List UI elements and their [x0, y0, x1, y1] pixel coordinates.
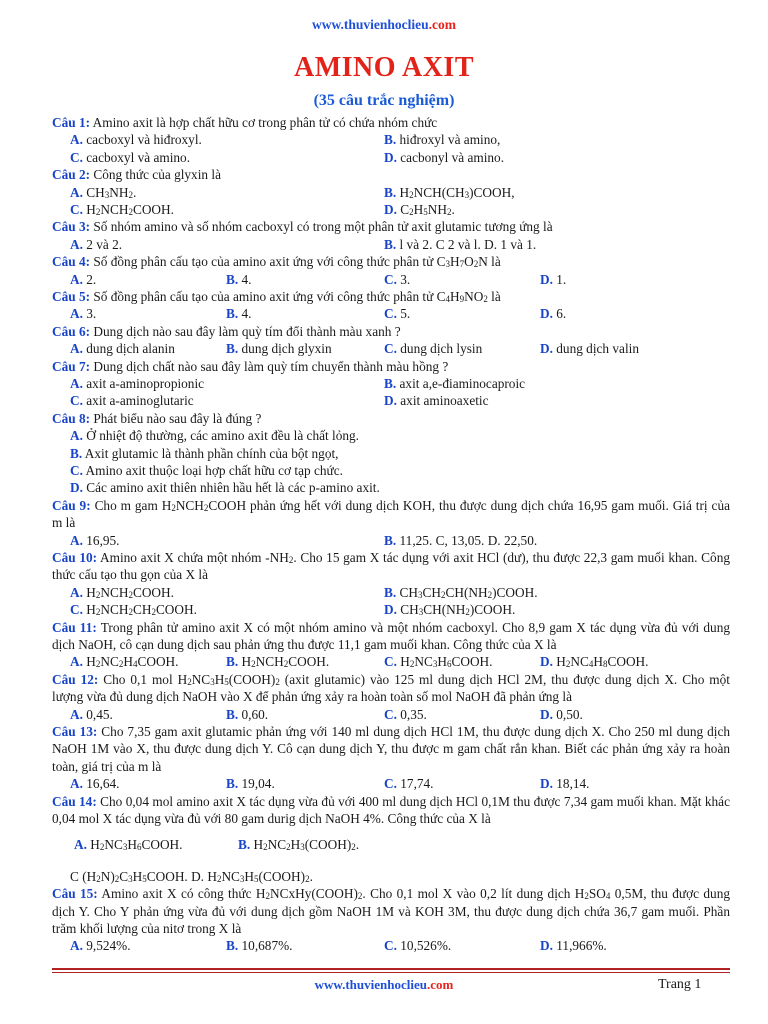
- question-stem: [52, 619, 730, 654]
- option-a[interactable]: [70, 427, 359, 444]
- option-d[interactable]: [540, 937, 607, 954]
- question-item: [52, 793, 730, 886]
- site-header-red: .com: [428, 17, 457, 32]
- options-row: [52, 532, 730, 549]
- option-letter: D.: [384, 393, 397, 409]
- option-text: dung dịch valin: [556, 341, 639, 357]
- options-row: [52, 375, 730, 392]
- option-letter: C.: [384, 341, 397, 357]
- option-b[interactable]: [226, 340, 332, 357]
- options-row: [52, 653, 730, 670]
- question-stem: [52, 253, 730, 270]
- option-letter: D.: [540, 654, 553, 670]
- option-c[interactable]: [70, 392, 194, 409]
- option-letter: C.: [384, 706, 397, 722]
- option-letter: C.: [384, 306, 397, 322]
- option-letter: C.: [70, 201, 83, 217]
- option-letter: A.: [70, 271, 83, 287]
- option-letter: D.: [540, 341, 553, 357]
- option-text: $H_2NC_3H_6COOH$.: [90, 837, 183, 853]
- option-a[interactable]: [70, 584, 174, 601]
- option-text: $H_2NCH(CH_3)COOH$,: [399, 184, 515, 200]
- option-text: $H_2NC_3H_6COOH$.: [400, 654, 493, 670]
- question-text: Dung dịch nào sau đây làm quỳ tím đổi thành màu xanh ?: [93, 323, 401, 339]
- option-c[interactable]: [384, 340, 482, 357]
- option-b[interactable]: [226, 653, 329, 670]
- option-text: 0,45.: [86, 706, 113, 722]
- question-stem: [52, 723, 730, 775]
- option-text: 19,04.: [241, 776, 275, 792]
- option-letter: B.: [384, 532, 397, 548]
- option-text: $H_2NCH_2CH_2COOH$.: [86, 602, 197, 618]
- option-letter: A.: [70, 654, 83, 670]
- question-stem: [52, 497, 730, 532]
- option-text: 18,14.: [556, 776, 590, 792]
- option-b[interactable]: [384, 184, 515, 201]
- question-stem: [52, 549, 730, 584]
- options-row: [52, 340, 730, 357]
- option-text: 4.: [241, 306, 252, 322]
- option-d[interactable]: [384, 601, 515, 618]
- option-a[interactable]: [70, 131, 202, 148]
- option-text: 0,35.: [400, 706, 427, 722]
- option-a[interactable]: [70, 706, 113, 723]
- options-row: [52, 236, 730, 253]
- option-letter: A.: [70, 776, 83, 792]
- option-b[interactable]: [384, 236, 536, 253]
- question-text: Cho 7,35 gam axit glutamic phản ứng với 140 ml dung dịch HCl 1M, thu được dung dịch X. Cho 250 ml dung dịch NaOH 1M vào X, thu được dung dịch Y. Cô cạn dung dịch Y, thu được m gam chất rắn khan. Biết các phản ứng xảy ra hoàn toàn, giá trị của m là: [52, 723, 731, 774]
- option-letter: D.: [540, 306, 553, 322]
- option-letter: C.: [70, 462, 83, 478]
- options-row: [52, 775, 730, 792]
- option-c[interactable]: [384, 305, 410, 322]
- question-number: Câu 5:: [52, 288, 91, 304]
- question-stem: [52, 323, 730, 340]
- option-d[interactable]: [540, 775, 590, 792]
- question-stem: [52, 885, 730, 937]
- option-b[interactable]: [226, 305, 252, 322]
- option-text: $CH_3CH(NH_2)COOH$.: [400, 602, 516, 618]
- question-number: Câu 9:: [52, 497, 91, 513]
- option-letter: A.: [70, 584, 83, 600]
- option-text: 10,687%.: [241, 938, 293, 954]
- option-text: 11,966%.: [556, 938, 607, 954]
- option-b[interactable]: [226, 775, 275, 792]
- option-text: Axit glutamic là thành phần chính của bột ngọt,: [84, 445, 339, 461]
- question-text: Cho m gam $H_2NCH_2COOH$ phản ứng hết với dung dịch KOH, thu được dung dịch chứa 16,95 gam muối. Giá trị của m là: [52, 497, 730, 531]
- option-text: 1.: [556, 271, 567, 287]
- option-letter: A.: [70, 132, 83, 148]
- site-footer-red: .com: [426, 977, 454, 992]
- option-text: $H_2NCH_2COOH$.: [86, 201, 174, 217]
- option-text: cacbonyl và amino.: [400, 149, 505, 165]
- option-letter: A.: [70, 706, 83, 722]
- question-item: [52, 166, 730, 218]
- option-text: $H_2NC_4H_8COOH$.: [556, 654, 649, 670]
- question-stem: [52, 793, 730, 828]
- question-number: Câu 10:: [52, 549, 98, 565]
- option-letter: D.: [540, 776, 553, 792]
- site-footer[interactable]: [0, 977, 768, 993]
- option-text: $H_2NCH_2COOH$.: [86, 584, 174, 600]
- option-c[interactable]: [70, 201, 174, 218]
- question-number: Câu 7:: [52, 358, 91, 374]
- option-letter: C.: [384, 938, 397, 954]
- option-text: 10,526%.: [400, 938, 452, 954]
- option-text: $H_2NC_2H_4COOH$.: [86, 654, 179, 670]
- site-header-blue: www.thuvienhoclieu: [311, 17, 429, 32]
- option-letter: C.: [384, 271, 397, 287]
- option-c[interactable]: [384, 706, 427, 723]
- option-letter: B.: [384, 236, 397, 252]
- options-row: [52, 479, 730, 496]
- option-d[interactable]: [540, 271, 566, 288]
- option-text: dung dịch glyxin: [241, 341, 332, 357]
- option-a[interactable]: [70, 653, 178, 670]
- option-text: 4.: [241, 271, 252, 287]
- option-b[interactable]: [226, 271, 252, 288]
- option-letter: B.: [226, 776, 239, 792]
- option-text: axit a,e-điaminocaproic: [399, 375, 526, 391]
- option-a[interactable]: [70, 305, 96, 322]
- option-text: 16,64.: [86, 776, 120, 792]
- options-row: [52, 706, 730, 723]
- option-c[interactable]: [384, 271, 410, 288]
- question-text: Amino axit là hợp chất hữu cơ trong phân tử có chứa nhóm chức: [92, 115, 438, 130]
- question-number: Câu 3:: [52, 219, 91, 235]
- option-a[interactable]: [70, 184, 136, 201]
- option-a[interactable]: [70, 271, 96, 288]
- question-text: Cho 0,04 mol amino axit X tác dụng vừa đủ với 400 ml dung dịch HCl 0,1M thu được 7,34 gam muối khan. Mặt khác 0,04 mol X tác dụng vừa đủ với 80 gam durig dịch NaOH 4%. Công thức của X là: [52, 793, 730, 826]
- option-text: 11,25. C, 13,05. D. 22,50.: [399, 532, 538, 548]
- options-row: [52, 601, 730, 618]
- option-c[interactable]: [384, 653, 492, 670]
- question-text: Số đồng phân cấu tạo của amino axit ứng với công thức phân tử $C_3H_7O_2N$ là: [93, 254, 501, 270]
- question-text: Amino axit X có công thức $H_2NCxHy(COOH)_2$. Cho 0,1 mol X vào 0,2 lít dung dịch $H_2SO_4$ 0,5M, thu được dung dịch Y. Cho Y phản ứng vừa đủ với dung dịch gồm NaOH 1M và KOH 3M, thu được dung dịch chứa 36,7 gam muối. Phần trăm khối lượng của nitơ trong X là: [52, 886, 730, 936]
- question-number: Câu 2:: [52, 167, 91, 183]
- option-d[interactable]: [540, 340, 639, 357]
- options-row: [52, 149, 730, 166]
- options-row: [52, 427, 730, 444]
- option-text: 0,50.: [556, 706, 583, 722]
- options-row: [52, 271, 730, 288]
- question-list: [52, 114, 730, 955]
- option-d[interactable]: [540, 653, 648, 670]
- option-letter: D.: [540, 938, 553, 954]
- option-text: $C_2H_5NH_2$.: [400, 201, 455, 217]
- option-letter: C.: [70, 602, 83, 618]
- option-text: $CH_3NH_2$.: [86, 184, 137, 200]
- option-a[interactable]: [70, 340, 175, 357]
- option-c[interactable]: [384, 937, 451, 954]
- question-text: Amino axit X chứa một nhóm $-NH_2$. Cho 15 gam X tác dụng với axit HCl (dư), thu được 22,3 gam muối khan. Công thức cấu tạo thu gọn của X là: [52, 549, 730, 583]
- page-title: AMINO AXIT: [293, 52, 474, 83]
- question-text: Số nhóm amino và số nhóm cacboxyl có trong một phân tử axit glutamic tương ứng là: [93, 219, 553, 235]
- question-text: Dung dịch chất nào sau đây làm quỳ tím chuyển thành màu hồng ?: [93, 358, 449, 374]
- options-row: [52, 201, 730, 218]
- option-d[interactable]: [70, 479, 380, 496]
- question-item: [52, 619, 730, 671]
- option-text: Các amino axit thiên nhiên hầu hết là các p-amino axit.: [86, 480, 380, 496]
- option-text: $H_2NC_2H_3(COOH)_2$.: [253, 837, 360, 853]
- option-a[interactable]: [70, 532, 120, 549]
- question-number: Câu 6:: [52, 323, 91, 339]
- question-number: Câu 1:: [52, 115, 91, 130]
- option-text: 2 và 2.: [86, 236, 123, 252]
- option-letter: D.: [70, 480, 83, 496]
- option-text: axit a-aminoglutaric: [86, 393, 194, 409]
- option-text: 2.: [86, 271, 97, 287]
- option-text: 3.: [400, 271, 411, 287]
- option-b[interactable]: [70, 445, 339, 462]
- option-letter: B.: [226, 341, 239, 357]
- option-c[interactable]: [384, 775, 434, 792]
- question-stem: [52, 114, 730, 131]
- option-b[interactable]: [238, 836, 359, 853]
- option-a[interactable]: [70, 236, 122, 253]
- option-letter: A.: [70, 341, 83, 357]
- option-letter: C.: [384, 654, 397, 670]
- option-b[interactable]: [226, 706, 268, 723]
- question-item: [52, 885, 730, 955]
- footer-divider: [52, 968, 730, 970]
- option-text: 17,74.: [400, 776, 434, 792]
- option-text: cacboxyl và hiđroxyl.: [86, 132, 202, 148]
- option-letter: D.: [540, 271, 553, 287]
- option-letter: B.: [384, 132, 397, 148]
- option-letter: A.: [70, 236, 83, 252]
- question-item: [52, 114, 730, 166]
- options-row: [52, 305, 730, 322]
- option-letter: B.: [226, 306, 239, 322]
- option-text: Amino axit thuộc loại hợp chất hữu cơ tạp chức.: [85, 462, 343, 478]
- option-b[interactable]: [384, 375, 525, 392]
- option-b[interactable]: [384, 532, 537, 549]
- option-c[interactable]: [70, 462, 343, 479]
- question-number: Câu 8:: [52, 410, 91, 426]
- question-item: [52, 671, 730, 723]
- page-number: Trang 1: [658, 977, 702, 992]
- site-footer-blue: www.thuvienhoclieu: [314, 977, 427, 992]
- option-text: l và 2. C 2 và l. D. 1 và 1.: [399, 236, 537, 252]
- options-row: [52, 184, 730, 201]
- option-text: Ở nhiệt độ thường, các amino axit đều là chất lỏng.: [86, 428, 359, 444]
- option-text: $CH_3CH_2CH(NH_2)COOH$.: [399, 584, 538, 600]
- question-stem: [52, 166, 730, 183]
- option-text: 0,60.: [241, 706, 269, 722]
- option-text: 5.: [400, 306, 411, 322]
- option-text: dung dịch alanin: [86, 341, 175, 357]
- options-row: [52, 868, 730, 885]
- option-c[interactable]: [70, 149, 190, 166]
- option-letter: B.: [226, 938, 239, 954]
- option-letter: C.: [384, 776, 397, 792]
- option-b[interactable]: [226, 937, 293, 954]
- option-d[interactable]: [384, 392, 489, 409]
- option-letter: D.: [384, 149, 397, 165]
- option-text: 6.: [556, 306, 567, 322]
- question-item: [52, 253, 730, 288]
- option-b[interactable]: [384, 131, 500, 148]
- option-text: 16,95.: [86, 532, 120, 548]
- question-stem: [52, 288, 730, 305]
- question-item: [52, 323, 730, 358]
- options-row: [52, 462, 730, 479]
- question-number: Câu 12:: [52, 671, 99, 687]
- option-letter: A.: [70, 532, 83, 548]
- question-stem: [52, 358, 730, 375]
- option-letter: B.: [238, 837, 251, 853]
- option-a[interactable]: [70, 937, 131, 954]
- option-b[interactable]: [384, 584, 538, 601]
- question-item: [52, 723, 730, 793]
- option-a[interactable]: [70, 775, 120, 792]
- option-letter: B.: [226, 654, 239, 670]
- option-letter: D.: [540, 706, 553, 722]
- option-letter: B.: [226, 706, 239, 722]
- option-text: 9,524%.: [86, 938, 131, 954]
- option-text: dung dịch lysin: [400, 341, 483, 357]
- option-d[interactable]: [540, 305, 566, 322]
- question-item: [52, 288, 730, 323]
- option-letter: A.: [70, 184, 83, 200]
- option-letter: B.: [384, 375, 397, 391]
- option-letter: D.: [384, 201, 397, 217]
- question-text: Cho 0,1 mol $H_2NC_3H_5(COOH)_2$ (axit glutamic) vào 125 ml dung dịch HCl 2M, thu được dung dịch X. Cho một lượng vừa đủ dung dịch NaOH vào X để phản ứng xảy ra hoàn toàn số mol NaOH đã phản ứng là: [52, 671, 730, 705]
- option-c-d-combined[interactable]: C $(H_2N)_2C_3H_5COOH$. D. $H_2NC_3H_5(COOH)_2$.: [70, 868, 313, 884]
- options-row: [52, 392, 730, 409]
- question-item: [52, 549, 730, 619]
- question-number: Câu 11:: [52, 619, 97, 635]
- option-a[interactable]: [74, 836, 182, 853]
- question-stem: [52, 671, 730, 706]
- option-d[interactable]: [384, 149, 504, 166]
- option-letter: B.: [384, 584, 397, 600]
- option-text: axit aminoaxetic: [400, 393, 489, 409]
- question-text: Phát biểu nào sau đây là đúng ?: [93, 410, 262, 426]
- option-text: $H_2NCH_2COOH$.: [241, 654, 330, 670]
- option-d[interactable]: [540, 706, 583, 723]
- option-a[interactable]: [70, 375, 204, 392]
- option-text: hiđroxyl và amino,: [399, 132, 501, 148]
- options-row: [52, 131, 730, 148]
- option-letter: A.: [70, 938, 83, 954]
- question-stem: [52, 218, 730, 235]
- site-header[interactable]: [0, 17, 768, 33]
- question-item: [52, 218, 730, 253]
- question-item: [52, 497, 730, 549]
- footer-divider-thin: [52, 972, 730, 973]
- option-d[interactable]: [384, 201, 455, 218]
- question-item: [52, 410, 730, 497]
- question-text: Công thức của glyxin là: [93, 167, 221, 183]
- option-text: cacboxyl và amino.: [86, 149, 191, 165]
- question-text: Trong phân tử amino axit X có một nhóm amino và một nhóm cacboxyl. Cho 8,9 gam X tác dụng vừa đủ với dung dịch NaOH, cô cạn dung dịch sau phản ứng thu được 11,1 gam muối khan. Công thức của X là: [52, 619, 730, 652]
- option-letter: A.: [70, 428, 83, 444]
- option-letter: A.: [74, 837, 87, 853]
- option-letter: D.: [384, 602, 397, 618]
- option-letter: B.: [384, 184, 397, 200]
- options-row: [52, 937, 730, 954]
- option-letter: B.: [226, 271, 239, 287]
- option-letter: C.: [70, 149, 83, 165]
- options-row: [52, 445, 730, 462]
- option-c[interactable]: [70, 601, 197, 618]
- option-letter: A.: [70, 375, 83, 391]
- question-number: Câu 14:: [52, 793, 97, 809]
- options-row: [52, 836, 730, 853]
- page-subtitle: (35 câu trắc nghiệm): [313, 92, 455, 109]
- option-letter: A.: [70, 306, 83, 322]
- question-number: Câu 4:: [52, 254, 91, 270]
- option-text: axit a-aminopropionic: [86, 375, 205, 391]
- question-item: [52, 358, 730, 410]
- question-number: Câu 15:: [52, 886, 98, 902]
- option-text: 3.: [86, 306, 97, 322]
- options-row: [52, 584, 730, 601]
- question-stem: [52, 410, 730, 427]
- option-letter: C.: [70, 393, 83, 409]
- question-number: Câu 13:: [52, 723, 98, 739]
- option-letter: B.: [70, 445, 83, 461]
- question-text: Số đồng phân cấu tạo của amino axit ứng với công thức phân tử $C_4H_9NO_2$ là: [93, 288, 501, 304]
